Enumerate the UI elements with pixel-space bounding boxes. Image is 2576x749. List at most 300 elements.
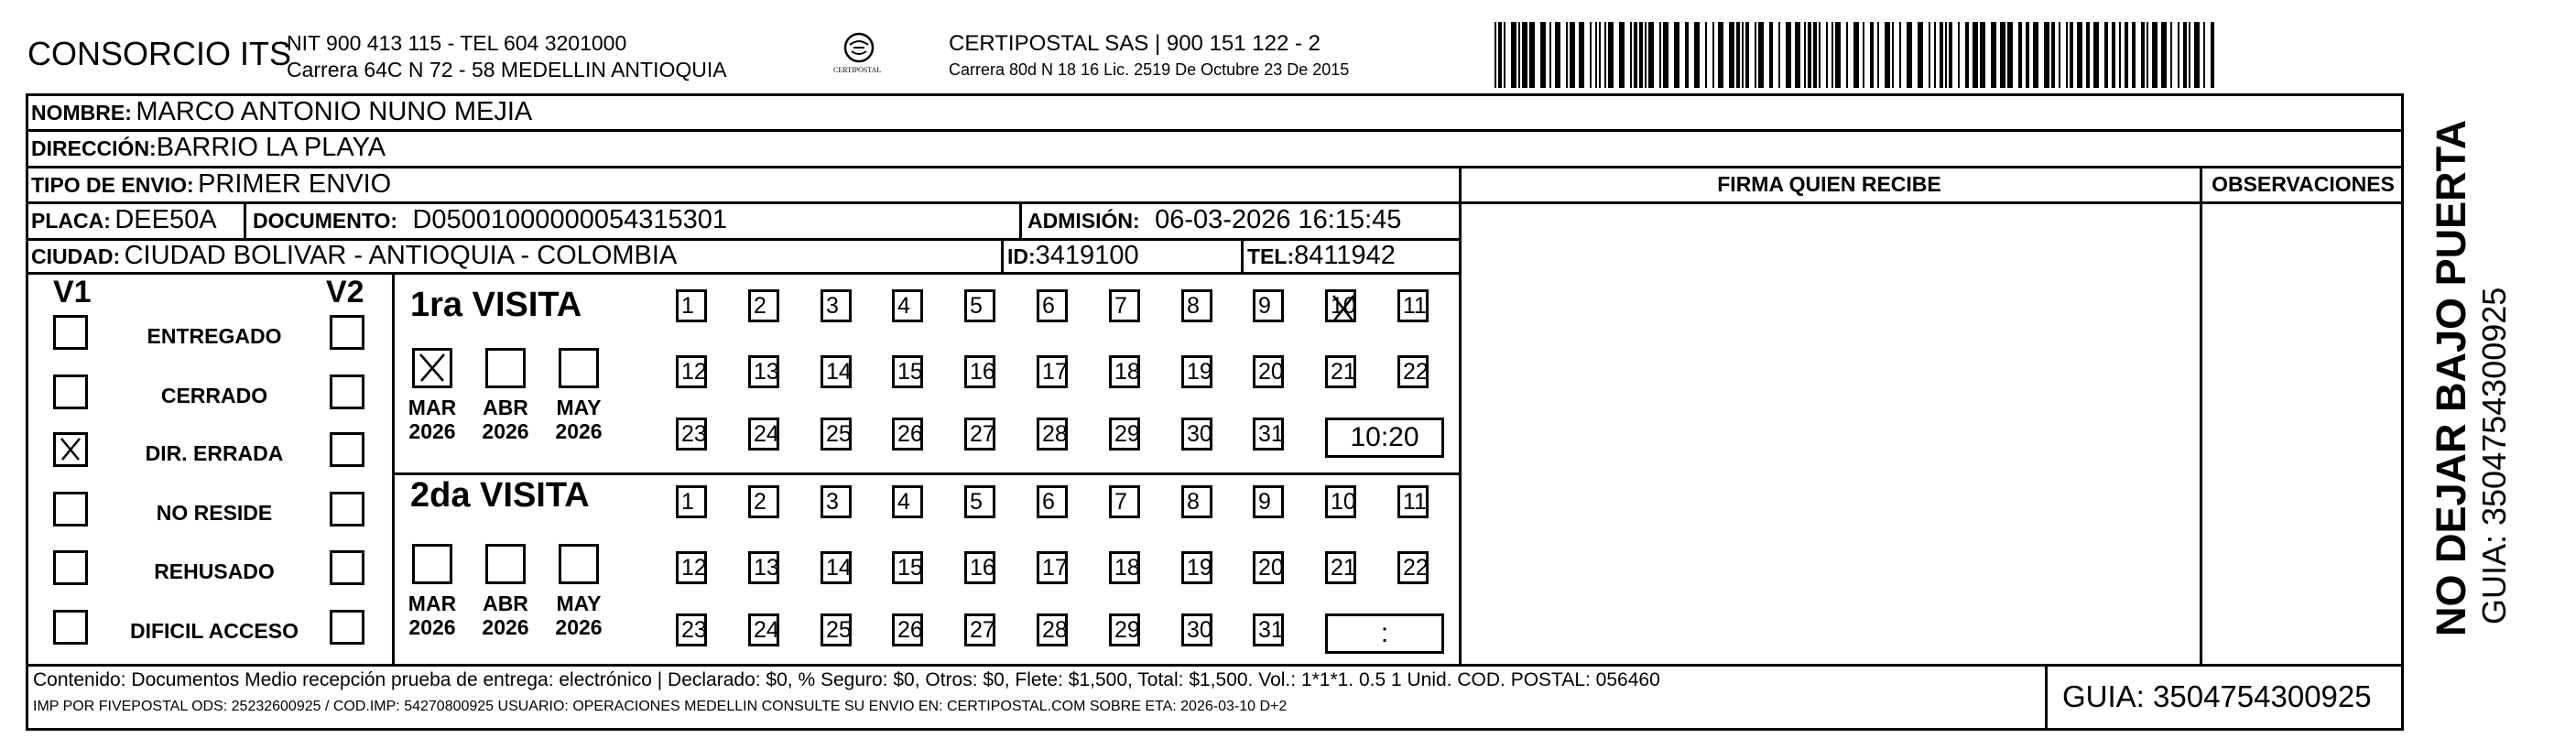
day-box[interactable] (1181, 418, 1212, 450)
barcode-bar (1495, 22, 1496, 88)
day-number: 28 (1042, 421, 1068, 447)
day-number: 17 (1042, 359, 1068, 385)
day-box[interactable] (821, 289, 852, 322)
day-number: 27 (970, 421, 995, 447)
day-number: 25 (826, 421, 852, 447)
month-year: 2026 (555, 615, 603, 639)
footer-content: Contenido: Documentos Medio recepción prueba de entrega: electrónico | Declarado: $0, % Seguro: $0, Otros: $0, Flete: $1,500, Total: $1,500. Vol.: 1*1*1. 0.5 1 Unid. COD. POSTAL: 056460 (33, 669, 1660, 690)
day-box[interactable] (1109, 485, 1140, 518)
day-box[interactable] (1037, 418, 1068, 450)
day-box[interactable] (1253, 418, 1284, 450)
month-checkbox[interactable] (485, 348, 526, 388)
observaciones-header: OBSERVACIONES (2212, 172, 2395, 196)
month-checkbox[interactable] (559, 348, 599, 388)
barcode-bar (2000, 22, 2005, 88)
barcode-bar (1899, 22, 1901, 88)
day-number: 15 (897, 359, 923, 385)
day-box[interactable] (821, 355, 852, 388)
logo-text: CERTIPOSTAL (833, 66, 882, 74)
v1-checkbox[interactable] (53, 374, 88, 409)
placa-label: PLACA: (31, 209, 111, 233)
barcode-bar (2070, 22, 2073, 88)
day-number: 31 (1258, 617, 1284, 643)
day-box[interactable] (821, 485, 852, 518)
day-number: 19 (1187, 359, 1212, 385)
day-box[interactable] (1397, 355, 1429, 388)
day-box[interactable] (676, 355, 707, 388)
day-box[interactable] (1109, 551, 1140, 584)
status-label: CERRADO (160, 384, 268, 407)
day-number: 2 (754, 489, 766, 515)
time-box[interactable]: : (1325, 613, 1444, 654)
day-box[interactable] (964, 485, 995, 518)
barcode-bar (2152, 22, 2158, 88)
day-number: 26 (897, 617, 923, 643)
day-box[interactable] (1253, 355, 1284, 388)
barcode-bar (1555, 22, 1560, 88)
barcode-bar (1846, 22, 1848, 88)
company-address: Carrera 64C N 72 - 58 MEDELLIN ANTIOQUIA (287, 58, 727, 81)
barcode-bar (1892, 22, 1894, 88)
carrier-line1: CERTIPOSTAL SAS | 900 151 122 - 2 (949, 31, 1321, 56)
barcode-bar (1819, 22, 1821, 88)
day-box[interactable] (1397, 485, 1429, 518)
day-number: 29 (1114, 421, 1140, 447)
day-box[interactable] (676, 289, 707, 322)
barcode-bar (1949, 22, 1952, 88)
barcode-bar (1745, 22, 1749, 88)
barcode-bar (1630, 22, 1632, 88)
month-label (401, 592, 463, 639)
day-box[interactable] (748, 289, 779, 322)
month-label (401, 396, 463, 443)
tipo-row (31, 169, 391, 200)
barcode-bar (1645, 22, 1647, 88)
x-mark-icon (415, 351, 450, 385)
month-year: 2026 (408, 615, 456, 639)
barcode-bar (1570, 22, 1575, 88)
barcode-bar (2203, 22, 2205, 88)
documento-row (253, 205, 727, 235)
day-number: 18 (1114, 555, 1140, 581)
month-label (474, 592, 537, 639)
barcode-bar (2033, 22, 2038, 88)
nombre-value: MARCO ANTONIO NUNO MEJIA (136, 97, 533, 126)
month-checkbox[interactable] (559, 544, 599, 584)
footer-print-info: IMP POR FIVEPOSTAL ODS: 25232600925 / COD.IMP: 54270800925 USUARIO: OPERACIONES MEDELLIN CONSULTE SU ENVIO EN: CERTIPOSTAL.COM SOBRE ETA: 2026-03-10 D+2 (33, 699, 1288, 714)
day-box[interactable] (964, 613, 995, 646)
v1-checkbox[interactable] (53, 610, 88, 645)
barcode-bar (1608, 22, 1614, 88)
day-number: 9 (1258, 489, 1271, 515)
v2-checkbox[interactable] (330, 315, 364, 350)
month-name: MAY (556, 396, 602, 419)
day-number: 6 (1042, 293, 1055, 319)
certipostal-logo (831, 29, 886, 82)
day-box[interactable] (748, 613, 779, 646)
barcode-bar (2066, 22, 2068, 88)
v1-checkbox[interactable] (53, 550, 88, 585)
barcode-bar (1918, 22, 1923, 88)
barcode-bar (1808, 22, 1811, 88)
day-number: 9 (1258, 293, 1271, 319)
day-box[interactable] (1037, 485, 1068, 518)
day-box[interactable] (964, 418, 995, 450)
day-box[interactable] (892, 418, 923, 450)
barcode-bar (1934, 22, 1936, 88)
day-box[interactable] (892, 485, 923, 518)
barcode-bar (1885, 22, 1890, 88)
day-number: 14 (826, 359, 852, 385)
day-box[interactable] (892, 289, 923, 322)
direccion-value: BARRIO LA PLAYA (156, 133, 386, 162)
firma-header: FIRMA QUIEN RECIBE (1717, 172, 1941, 196)
status-label: REHUSADO (154, 559, 275, 583)
day-box[interactable] (1037, 289, 1068, 322)
day-number: 4 (897, 489, 910, 515)
barcode-bar (1863, 22, 1864, 88)
barcode-bar (1929, 22, 1930, 88)
barcode-bar (1795, 22, 1800, 88)
day-box[interactable] (892, 551, 923, 584)
barcode-bar (2147, 22, 2148, 88)
barcode-bar (1595, 22, 1597, 88)
barcode-bar (1639, 22, 1643, 88)
day-number: 20 (1258, 359, 1284, 385)
barcode-bar (1742, 22, 1744, 88)
second-visit-title: 2da VISITA (410, 476, 590, 515)
month-label (474, 396, 537, 443)
company-nit: NIT 900 413 115 - TEL 604 3201000 (287, 31, 627, 55)
barcode-bar (1831, 22, 1833, 88)
month-year: 2026 (482, 615, 529, 639)
day-number: 14 (826, 555, 852, 581)
month-checkbox[interactable] (485, 544, 526, 584)
barcode-bar (1685, 22, 1689, 88)
status-label: ENTREGADO (147, 324, 282, 348)
day-number: 3 (826, 293, 839, 319)
barcode-bar (1835, 22, 1841, 88)
day-box[interactable] (1397, 289, 1429, 322)
day-number: 25 (826, 617, 852, 643)
documento-value: D05001000000054315301 (412, 205, 727, 234)
barcode-bar (1991, 22, 1996, 88)
month-name: MAR (408, 592, 457, 615)
day-box[interactable] (1253, 613, 1284, 646)
day-number: 10 (1331, 489, 1356, 515)
day-number: 22 (1403, 359, 1429, 385)
barcode-bar (1504, 22, 1505, 88)
day-box[interactable] (1181, 551, 1212, 584)
day-number: 23 (681, 421, 707, 447)
day-number: 6 (1042, 489, 1055, 515)
barcode-bar (1566, 22, 1568, 88)
barcode-bar (2104, 22, 2108, 88)
day-box[interactable] (1109, 613, 1140, 646)
barcode-bar (2161, 22, 2167, 88)
barcode-bar (2170, 22, 2172, 88)
v1-checkbox[interactable] (53, 315, 88, 350)
barcode-bar (1870, 22, 1874, 88)
barcode-bar (2093, 22, 2099, 88)
barcode-bar (1718, 22, 1723, 88)
id-label: ID: (1007, 244, 1036, 268)
side-notice: NO DEJAR BAJO PUERTA (2428, 119, 2474, 636)
day-box[interactable] (1037, 613, 1068, 646)
firma-area[interactable] (1462, 205, 2200, 664)
observaciones-area[interactable] (2202, 205, 2404, 664)
day-number: 13 (754, 359, 779, 385)
v1-checkbox[interactable] (53, 492, 88, 526)
barcode-bar (2077, 22, 2082, 88)
admision-label: ADMISIÓN: (1027, 209, 1140, 233)
day-box[interactable] (676, 613, 707, 646)
day-box[interactable] (1109, 355, 1140, 388)
barcode (1495, 22, 2227, 91)
day-box[interactable] (892, 613, 923, 646)
day-number: 11 (1403, 293, 1427, 319)
day-number: 29 (1114, 617, 1140, 643)
ciudad-row (31, 241, 677, 271)
day-number: 26 (897, 421, 923, 447)
barcode-bar (1907, 22, 1912, 88)
barcode-bar (2112, 22, 2115, 88)
placa-value: DEE50A (114, 205, 217, 234)
barcode-bar (1786, 22, 1791, 88)
documento-label: DOCUMENTO: (253, 209, 398, 233)
day-box[interactable] (1181, 613, 1212, 646)
tel-value: 8411942 (1294, 241, 1396, 270)
day-box[interactable] (892, 355, 923, 388)
direccion-label: DIRECCIÓN: (31, 136, 157, 160)
day-box[interactable] (748, 355, 779, 388)
day-number: 28 (1042, 617, 1068, 643)
ciudad-value: CIUDAD BOLIVAR - ANTIOQUIA - COLOMBIA (124, 241, 678, 270)
day-number: 2 (754, 293, 766, 319)
barcode-bar (2211, 22, 2214, 88)
barcode-bar (2183, 22, 2187, 88)
day-box[interactable] (1037, 355, 1068, 388)
nombre-row (31, 97, 532, 127)
month-name: MAR (408, 396, 457, 419)
id-value: 3419100 (1035, 241, 1139, 270)
barcode-bar (2189, 22, 2190, 88)
barcode-bar (1674, 22, 1679, 88)
status-label: DIR. ERRADA (145, 441, 284, 465)
day-number: 5 (970, 489, 983, 515)
day-number: 4 (897, 293, 910, 319)
barcode-bar (1778, 22, 1780, 88)
direccion-row (31, 133, 386, 163)
v2-checkbox[interactable] (330, 610, 364, 645)
x-mark-icon (56, 435, 85, 464)
barcode-bar (1958, 22, 1960, 88)
day-number: 16 (970, 359, 995, 385)
day-number: 15 (897, 555, 923, 581)
barcode-bar (2044, 22, 2049, 88)
time-box[interactable]: 10:20 (1325, 418, 1444, 458)
barcode-bar (1973, 22, 1978, 88)
month-year: 2026 (482, 419, 529, 443)
barcode-bar (1940, 22, 1943, 88)
barcode-bar (1804, 22, 1806, 88)
day-box[interactable] (748, 418, 779, 450)
barcode-bar (1599, 22, 1601, 88)
day-number: 30 (1187, 617, 1212, 643)
v1-heading: V1 (53, 275, 92, 309)
status-label: DIFICIL ACCESO (129, 619, 299, 643)
side-guia: GUIA: 3504754300925 (2475, 287, 2513, 624)
day-box[interactable] (821, 613, 852, 646)
day-number: 23 (681, 617, 707, 643)
v1-checkbox[interactable] (53, 432, 88, 467)
day-number: 8 (1187, 293, 1200, 319)
footer-guia: GUIA: 3504754300925 (2062, 679, 2372, 713)
admision-value: 06-03-2026 16:15:45 (1155, 205, 1402, 234)
barcode-bar (2141, 22, 2145, 88)
placa-row (31, 205, 217, 235)
day-box[interactable] (1109, 418, 1140, 450)
x-mark-icon (1328, 292, 1359, 325)
barcode-bar (2007, 22, 2013, 88)
barcode-bar (1965, 22, 1969, 88)
day-box[interactable] (1037, 551, 1068, 584)
day-box[interactable] (676, 551, 707, 584)
day-box[interactable] (964, 551, 995, 584)
day-box[interactable] (1109, 289, 1140, 322)
day-box[interactable] (1325, 355, 1356, 388)
v2-checkbox[interactable] (330, 374, 364, 409)
barcode-bar (2194, 22, 2200, 88)
barcode-bar (2059, 22, 2060, 88)
barcode-bar (1853, 22, 1859, 88)
day-box[interactable] (676, 418, 707, 450)
barcode-bar (2018, 22, 2022, 88)
barcode-bar (1813, 22, 1817, 88)
barcode-bar (1540, 22, 1546, 88)
barcode-bar (1663, 22, 1668, 88)
day-number: 30 (1187, 421, 1212, 447)
day-number: 5 (970, 293, 983, 319)
barcode-bar (1945, 22, 1947, 88)
barcode-bar (1634, 22, 1637, 88)
month-label (548, 396, 610, 443)
barcode-bar (1518, 22, 1520, 88)
v2-checkbox[interactable] (330, 492, 364, 526)
barcode-bar (2125, 22, 2128, 88)
barcode-bar (1705, 22, 1707, 88)
day-box[interactable] (748, 485, 779, 518)
day-box[interactable] (1253, 289, 1284, 322)
tipo-label: TIPO DE ENVIO: (31, 173, 194, 197)
barcode-bar (1769, 22, 1773, 88)
barcode-bar (1712, 22, 1714, 88)
month-name: ABR (483, 592, 528, 615)
barcode-bar (1877, 22, 1879, 88)
barcode-bar (1511, 22, 1516, 88)
day-number: 7 (1114, 489, 1127, 515)
status-label: NO RESIDE (156, 501, 273, 525)
first-visit-title: 1ra VISITA (410, 286, 582, 324)
barcode-bar (1648, 22, 1654, 88)
day-number: 17 (1042, 555, 1068, 581)
barcode-bar (1522, 22, 1527, 88)
month-year: 2026 (555, 419, 603, 443)
nombre-label: NOMBRE: (31, 101, 132, 125)
tipo-value: PRIMER ENVIO (198, 169, 392, 199)
day-box[interactable] (1397, 551, 1429, 584)
tel-row (1247, 241, 1396, 271)
day-box[interactable] (821, 418, 852, 450)
month-checkbox[interactable] (412, 544, 452, 584)
day-box[interactable] (1181, 485, 1212, 518)
month-name: ABR (483, 396, 528, 419)
carrier-line2: Carrera 80d N 18 16 Lic. 2519 De Octubre 23 De 2015 (949, 60, 1350, 79)
day-box[interactable] (1325, 289, 1356, 322)
day-box[interactable] (964, 289, 995, 322)
barcode-bar (1659, 22, 1661, 88)
barcode-bar (1604, 22, 1606, 88)
day-box[interactable] (748, 551, 779, 584)
ciudad-label: CIUDAD: (31, 244, 121, 268)
barcode-bar (1529, 22, 1535, 88)
day-number: 13 (754, 555, 779, 581)
barcode-bar (2051, 22, 2055, 88)
day-number: 22 (1403, 555, 1429, 581)
day-box[interactable] (1325, 485, 1356, 518)
day-number: 21 (1331, 555, 1356, 581)
v2-checkbox[interactable] (330, 432, 364, 467)
id-row (1007, 241, 1139, 271)
day-number: 3 (826, 489, 839, 515)
day-box[interactable] (1181, 355, 1212, 388)
day-box[interactable] (676, 485, 707, 518)
company-name: CONSORCIO ITS (27, 35, 292, 72)
month-checkbox[interactable] (412, 348, 452, 388)
barcode-bar (1755, 22, 1756, 88)
barcode-bar (1736, 22, 1740, 88)
barcode-bar (1579, 22, 1584, 88)
day-number: 31 (1258, 421, 1284, 447)
day-box[interactable] (1253, 485, 1284, 518)
v2-checkbox[interactable] (330, 550, 364, 585)
day-number: 10 (1331, 293, 1356, 319)
day-number: 16 (970, 555, 995, 581)
day-number: 1 (681, 293, 694, 319)
day-number: 1 (681, 489, 694, 515)
day-number: 18 (1114, 359, 1140, 385)
barcode-bar (2119, 22, 2121, 88)
barcode-bar (2178, 22, 2179, 88)
barcode-bar (2026, 22, 2029, 88)
day-box[interactable] (964, 355, 995, 388)
day-box[interactable] (1253, 551, 1284, 584)
day-box[interactable] (1325, 551, 1356, 584)
admision-row (1027, 205, 1401, 235)
v2-heading: V2 (326, 275, 364, 309)
day-number: 12 (681, 359, 707, 385)
day-number: 12 (681, 555, 707, 581)
day-number: 24 (754, 617, 779, 643)
day-box[interactable] (821, 551, 852, 584)
month-label (548, 592, 610, 639)
day-number: 11 (1403, 489, 1427, 515)
day-number: 27 (970, 617, 995, 643)
day-box[interactable] (1181, 289, 1212, 322)
day-number: 7 (1114, 293, 1127, 319)
barcode-bar (1498, 22, 1502, 88)
barcode-bar (1694, 22, 1700, 88)
